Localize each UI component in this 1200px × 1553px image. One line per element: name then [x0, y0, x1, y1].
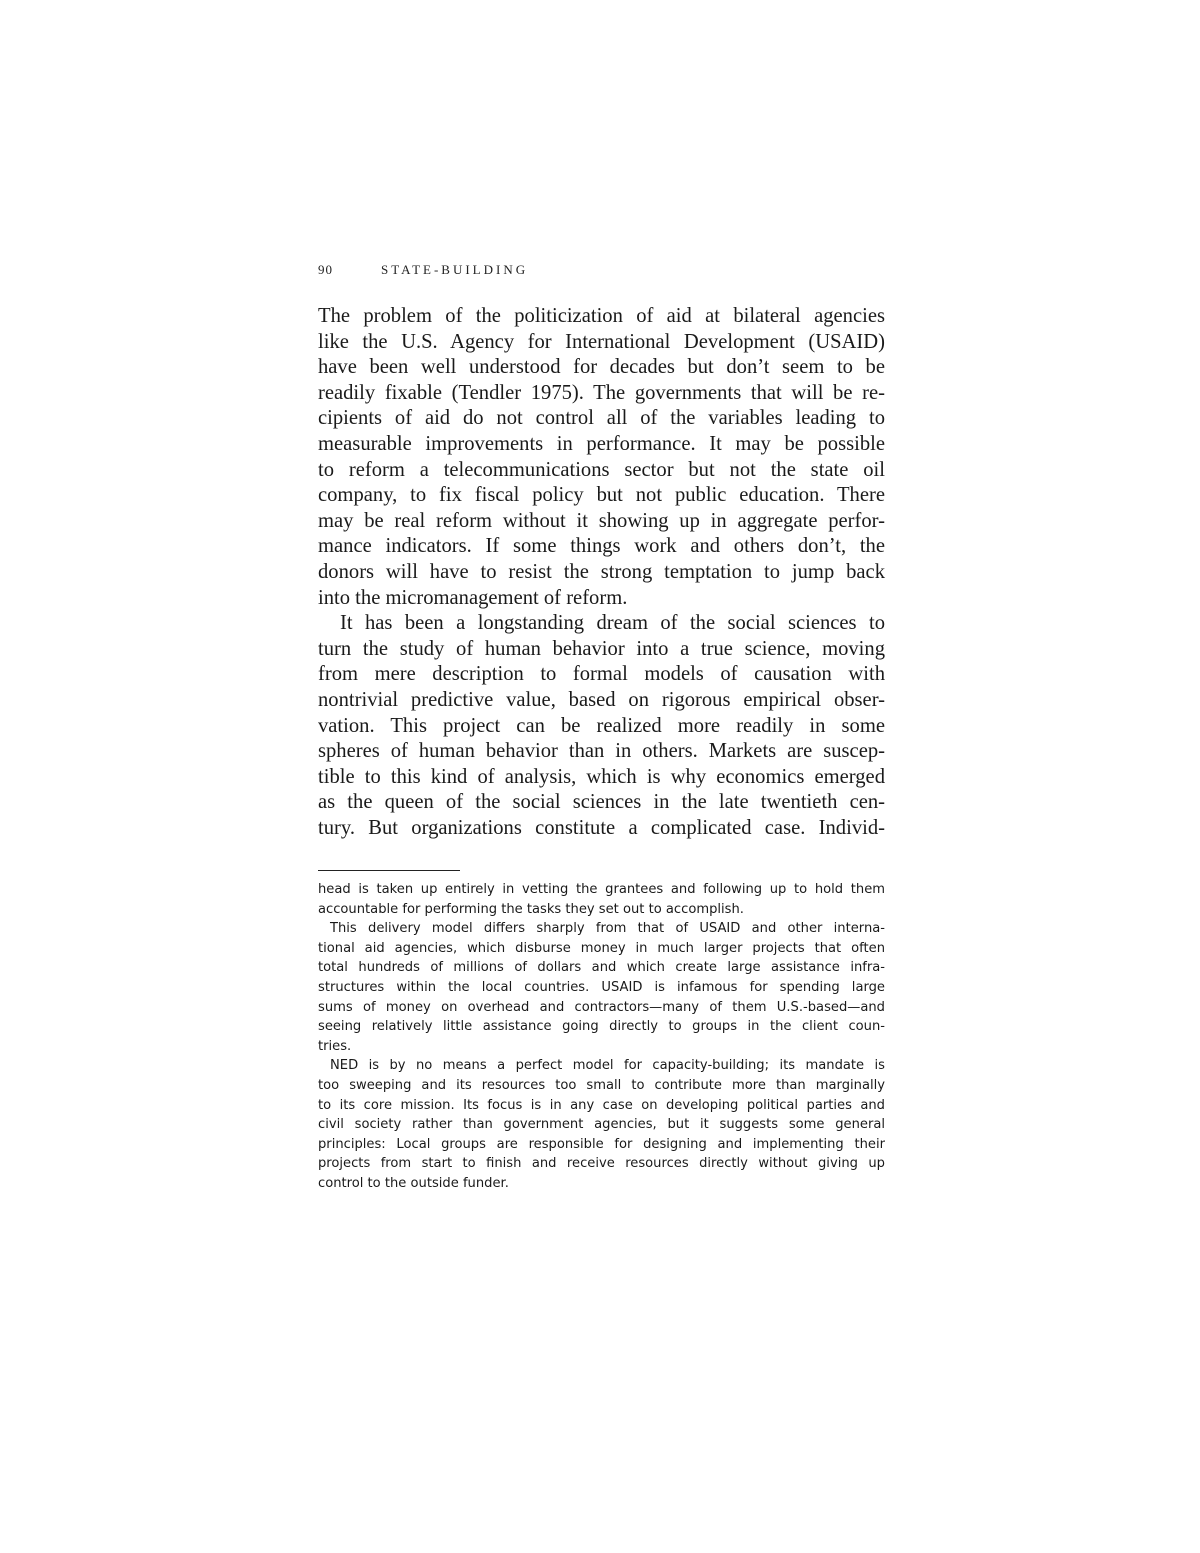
page-number: 90 [318, 262, 333, 277]
text-line: from mere description to formal models of causation with [318, 663, 885, 686]
footnotes [318, 880, 885, 1194]
text-line: as the queen of the social sciences in the late twentieth cen- [318, 791, 885, 814]
text-line: have been well understood for decades but don’t seem to be [318, 356, 885, 379]
text-line: may be real reform without it showing up in aggregate perfor- [318, 509, 885, 532]
text-line: company, to fix fiscal policy but not public education. There [318, 484, 885, 507]
text-line: tury. But organizations constitute a complicated case. Individ- [318, 816, 885, 839]
footnote-paragraph [318, 880, 885, 919]
footnote-line: seeing relatively little assistance going directly to groups in the client coun- [318, 1019, 885, 1035]
footnote-separator [318, 870, 460, 871]
text-line: like the U.S. Agency for International Development (USAID) [318, 330, 885, 353]
footnote-line: principles: Local groups are responsible for designing and implementing their [318, 1136, 885, 1152]
text-line: The problem of the politicization of aid at bilateral agencies [318, 305, 885, 327]
footnote-line: control to the outside funder. [318, 1175, 509, 1191]
footnote-line: to its core mission. Its focus is in any case on developing political parties and [318, 1097, 885, 1113]
text-line: nontrivial predictive value, based on rigorous empirical obser- [318, 688, 885, 711]
text-line: readily fixable (Tendler 1975). The governments that will be re- [318, 381, 885, 404]
footnote-line: tional aid agencies, which disburse money in much larger projects that often [318, 940, 885, 956]
footnote-line: NED is by no means a perfect model for capacity-building; its mandate is [330, 1058, 885, 1074]
main-text [318, 304, 885, 841]
footnote-line: accountable for performing the tasks they set out to accomplish. [318, 901, 744, 917]
footnote-line: structures within the local countries. USAID is infamous for spending large [318, 979, 885, 995]
text-line: into the micromanagement of reform. [318, 586, 628, 609]
footnote-line: sums of money on overhead and contractors—many of them U.S.-based—and [318, 999, 885, 1015]
footnote-line: projects from start to finish and receive resources directly without giving up [318, 1156, 885, 1172]
running-head-title: STATE-BUILDING [381, 262, 529, 277]
text-line: It has been a longstanding dream of the social sciences to [340, 612, 885, 635]
footnote-line: tries. [318, 1038, 352, 1054]
paragraph [318, 304, 885, 611]
running-head [318, 262, 528, 282]
text-line: tible to this kind of analysis, which is why economics emerged [318, 765, 885, 788]
footnote-line: civil society rather than government agencies, but it suggests some general [318, 1117, 885, 1133]
footnote-paragraph [318, 1056, 885, 1193]
text-line: vation. This project can be realized more readily in some [318, 714, 885, 737]
text-line: spheres of human behavior than in others. Markets are suscep- [318, 740, 885, 763]
footnote-line: head is taken up entirely in vetting the grantees and following up to hold them [318, 882, 885, 897]
footnote-line: too sweeping and its resources too small to contribute more than marginally [318, 1077, 885, 1093]
paragraph [318, 611, 885, 841]
text-line: donors will have to resist the strong temptation to jump back [318, 560, 885, 583]
footnote-line: This delivery model differs sharply from that of USAID and other interna- [330, 921, 885, 937]
footnote-paragraph [318, 919, 885, 1056]
text-line: mance indicators. If some things work and others don’t, the [318, 535, 885, 558]
text-line: cipients of aid do not control all of the variables leading to [318, 407, 885, 430]
text-line: turn the study of human behavior into a true science, moving [318, 637, 885, 660]
footnote-line: total hundreds of millions of dollars and which create large assistance infra- [318, 960, 885, 976]
text-line: measurable improvements in performance. It may be possible [318, 432, 885, 455]
text-line: to reform a telecommunications sector but not the state oil [318, 458, 885, 481]
